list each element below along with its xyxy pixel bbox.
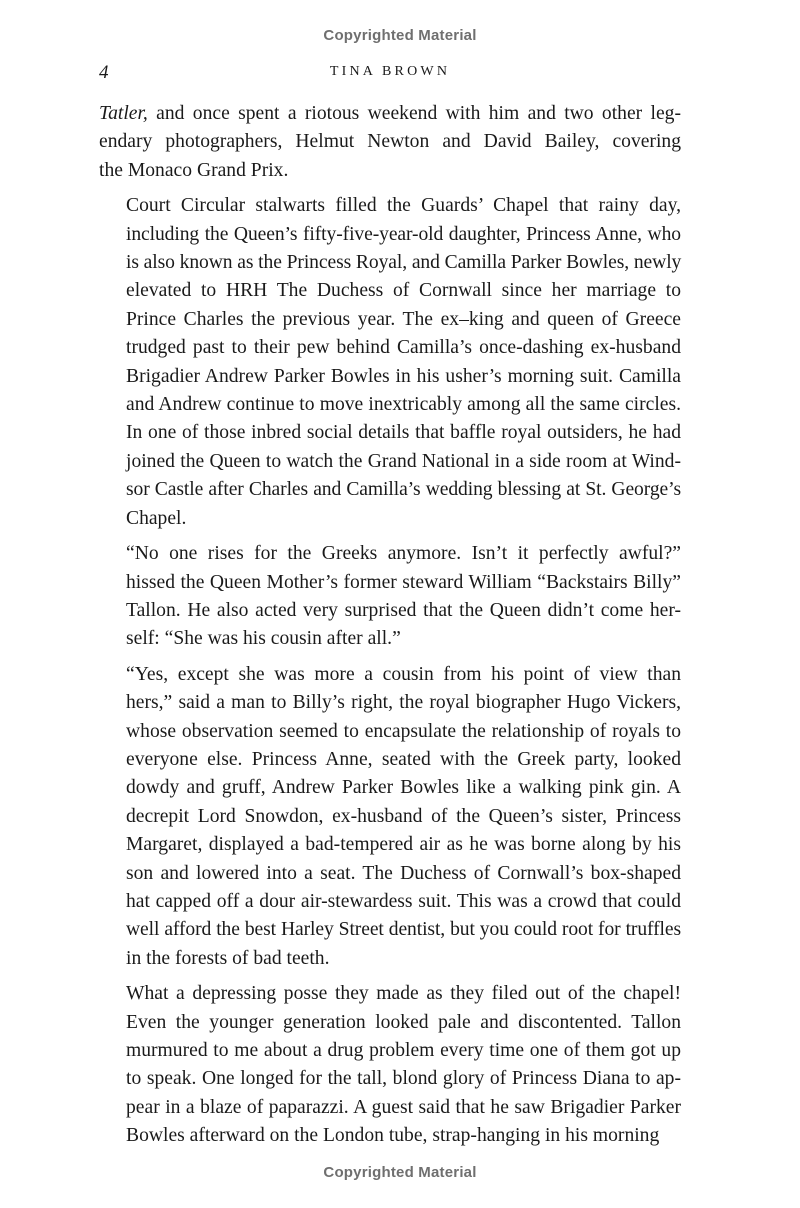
line-text: trudged past to their pew behind Camilla’s once-dashing ex-husband [126, 337, 681, 359]
copyright-watermark-top: Copyrighted Material [323, 27, 477, 44]
text-line [99, 100, 681, 128]
line-text: dowdy and gruff, Andrew Parker Bowles like a walking pink gin. A [126, 777, 681, 799]
line-text: joined the Queen to watch the Grand National in a side room at Wind- [126, 450, 681, 472]
page-number: 4 [99, 62, 109, 83]
text-line [99, 888, 681, 916]
text-line [99, 831, 681, 859]
text-line [99, 476, 681, 504]
line-text: murmured to me about a drug problem every time one of them got up [126, 1040, 681, 1061]
paragraph [99, 540, 681, 654]
text-line [99, 774, 681, 802]
line-text: and Andrew continue to move inextricably among all the same circles. [126, 394, 681, 416]
text-line [99, 249, 681, 277]
text-line [99, 192, 681, 220]
text-line [99, 419, 681, 447]
line-text: in the forests of bad teeth. [126, 947, 330, 969]
text-line [99, 306, 681, 334]
line-text: endary photographers, Helmut Newton and David Bailey, covering [99, 131, 681, 153]
text-line [99, 803, 681, 831]
text-line [99, 980, 681, 1008]
text-line [99, 277, 681, 305]
paragraph [99, 661, 681, 973]
line-text: to speak. One longed for the tall, blond glory of Princess Diana to ap- [126, 1068, 681, 1090]
line-text: Tallon. He also acted very surprised that the Queen didn’t come her- [126, 599, 681, 621]
text-line [99, 718, 681, 746]
text-line [99, 157, 681, 185]
line-text: What a depressing posse they made as they filed out of the chapel! [126, 983, 681, 1005]
line-text: the Monaco Grand Prix. [99, 159, 289, 181]
text-line [99, 1122, 681, 1150]
line-text: hers,” said a man to Billy’s right, the royal biographer Hugo Vickers, [126, 692, 681, 714]
text-line [99, 597, 681, 625]
copyright-watermark-bottom: Copyrighted Material [323, 1164, 477, 1181]
line-text: hat capped off a dour air-stewardess suit. This was a crowd that could [126, 890, 681, 912]
text-line [99, 625, 681, 653]
line-text: In one of those inbred social details that baffle royal outsiders, he had [126, 422, 681, 444]
line-text: Court Circular stalwarts filled the Guards’ Chapel that rainy day, [126, 195, 681, 217]
text-line [99, 945, 681, 973]
line-text: “No one rises for the Greeks anymore. Isn’t it perfectly awful?” [126, 543, 681, 565]
text-line [99, 1009, 681, 1037]
paragraph [99, 980, 681, 1150]
body-text [99, 100, 681, 1151]
text-line [99, 363, 681, 391]
text-line [99, 746, 681, 774]
running-head [99, 62, 681, 86]
line-text: everyone else. Princess Anne, seated with the Greek party, looked [126, 748, 681, 770]
line-text: and once spent a riotous weekend with him and two other leg- [147, 103, 681, 124]
text-line [99, 689, 681, 717]
line-text: self: “She was his cousin after all.” [126, 628, 401, 650]
line-text: Brigadier Andrew Parker Bowles in his usher’s morning suit. Camilla [126, 365, 681, 387]
line-text: well afford the best Harley Street dentist, but you could root for truffles [126, 919, 681, 941]
text-line [99, 334, 681, 362]
line-text: decrepit Lord Snowdon, ex-husband of the Queen’s sister, Princess [126, 805, 681, 827]
text-line [99, 505, 681, 533]
text-line [99, 391, 681, 419]
line-text: pear in a blaze of paparazzi. A guest said that he saw Brigadier Parker [126, 1096, 681, 1118]
text-line [99, 448, 681, 476]
line-text: sor Castle after Charles and Camilla’s wedding blessing at St. George’s [126, 479, 681, 501]
text-line [99, 860, 681, 888]
text-line [99, 569, 681, 597]
author-running-title: TINA BROWN [329, 64, 451, 79]
line-text: hissed the Queen Mother’s former steward William “Backstairs Billy” [126, 571, 681, 593]
line-text: Prince Charles the previous year. The ex–king and queen of Greece [126, 308, 681, 330]
line-text: Margaret, displayed a bad-tempered air as he was borne along by his [126, 834, 681, 856]
line-text: “Yes, except she was more a cousin from his point of view than [126, 663, 681, 685]
line-text: elevated to HRH The Duchess of Cornwall since her marriage to [126, 280, 681, 302]
line-text: whose observation seemed to encapsulate the relationship of royals to [126, 720, 681, 742]
text-line [99, 916, 681, 944]
line-text: Bowles afterward on the London tube, strap-hanging in his morning [126, 1125, 660, 1147]
line-text: including the Queen’s fifty-five-year-old daughter, Princess Anne, who [126, 223, 681, 245]
line-text: son and lowered into a seat. The Duchess of Cornwall’s box-shaped [126, 862, 681, 884]
text-line [99, 1094, 681, 1122]
paragraph [99, 192, 681, 533]
text-line [99, 661, 681, 689]
paragraph [99, 100, 681, 185]
text-line [99, 540, 681, 568]
line-text: Chapel. [126, 507, 187, 529]
text-line [99, 128, 681, 156]
text-line [99, 221, 681, 249]
line-text: is also known as the Princess Royal, and Camilla Parker Bowles, newly [126, 252, 682, 274]
text-line [99, 1065, 681, 1093]
text-line [99, 1037, 681, 1065]
italic-title: Tatler, [99, 103, 148, 124]
line-text: Even the younger generation looked pale and discontented. Tallon [126, 1011, 681, 1033]
